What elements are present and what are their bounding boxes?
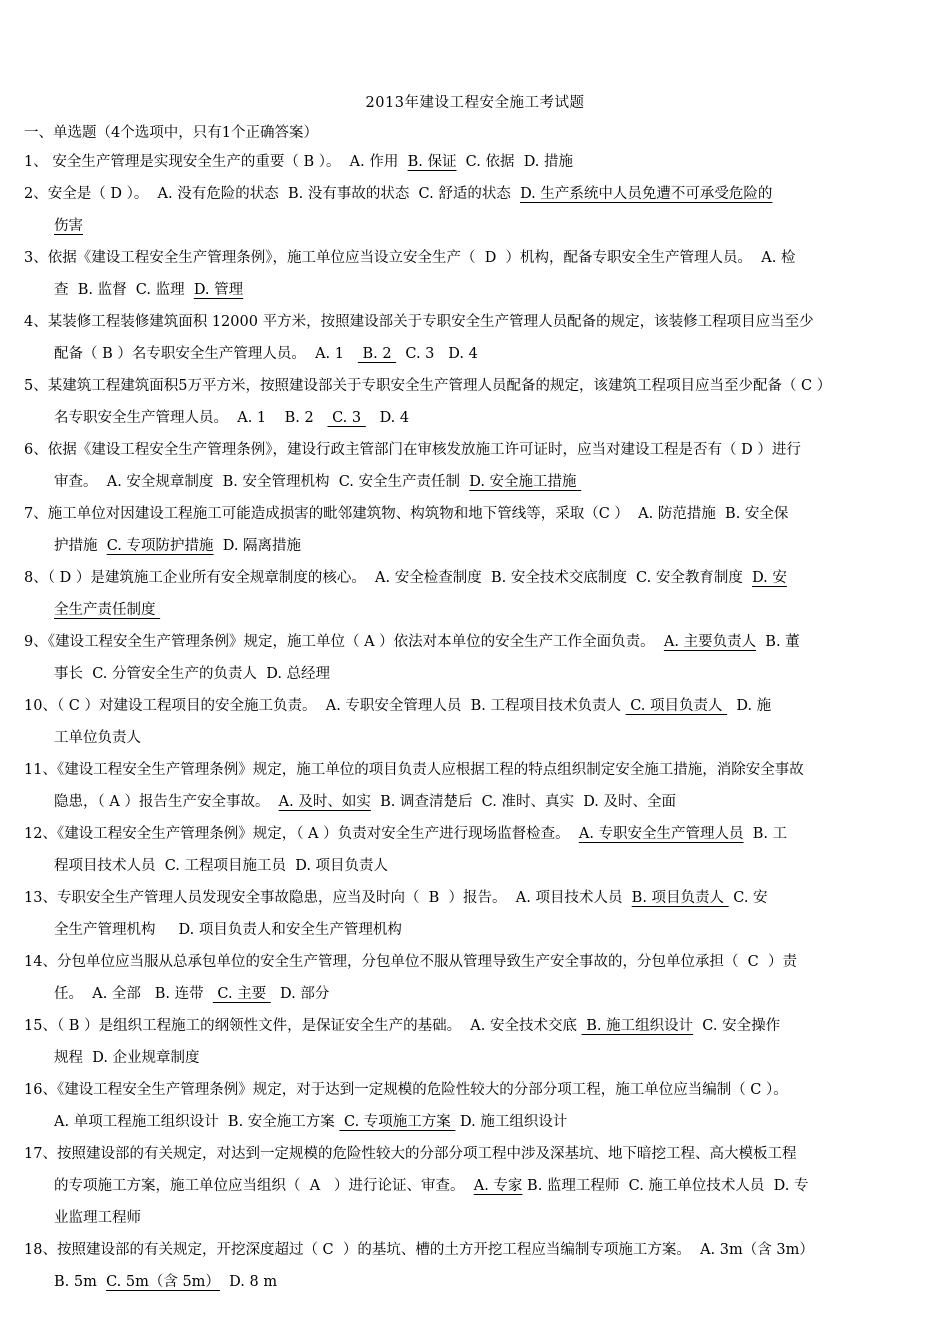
question-line	[24, 1234, 926, 1266]
question-line	[24, 274, 926, 306]
question-text: 任。 A. 全部 B. 连带	[54, 986, 213, 1002]
question-line	[24, 370, 926, 402]
question-text: B. 监理工程师 C. 施工单位技术人员 D. 专	[522, 1178, 809, 1194]
question-text: 程项目技术人员 C. 工程项目施工员 D. 项目负责人	[54, 858, 389, 874]
question-line	[24, 658, 926, 690]
question-12	[24, 818, 926, 882]
question-text: 规程 D. 企业规章制度	[54, 1050, 200, 1066]
question-text: 事长 C. 分管安全生产的负责人 D. 总经理	[54, 666, 331, 682]
question-text: C. 安全操作	[693, 1018, 781, 1034]
question-line	[24, 1138, 926, 1170]
question-line	[24, 562, 926, 594]
correct-answer: B. 保证	[407, 154, 457, 170]
correct-answer: A. 专职安全生产管理人员	[578, 826, 744, 842]
question-text: 1、 安全生产管理是实现安全生产的重要（ B ）。 A. 作用	[24, 154, 408, 170]
question-6	[24, 434, 926, 498]
question-10	[24, 690, 926, 754]
correct-answer: B. 施工组织设计	[581, 1018, 694, 1034]
question-text: C. 依据 D. 措施	[456, 154, 574, 170]
question-line	[24, 1202, 926, 1234]
correct-answer: A. 及时、如实	[278, 794, 371, 810]
correct-answer: C. 主要	[212, 986, 271, 1002]
correct-answer: D. 安全施工措施	[469, 474, 582, 490]
question-line	[24, 338, 926, 370]
correct-answer: C. 项目负责人	[625, 698, 728, 714]
question-text: C. 3 D. 4	[396, 346, 478, 362]
correct-answer: B. 2	[357, 346, 397, 362]
question-text: 11、《建设工程安全生产管理条例》规定，施工单位的项目负责人应根据工程的特点组织制定安全施工措施，消除安全事故	[24, 762, 804, 778]
question-text: 配备（ B ）名专职安全生产管理人员。 A. 1	[54, 346, 358, 362]
question-18	[24, 1234, 926, 1298]
question-text: A. 单项工程施工组织设计 B. 安全施工方案	[54, 1114, 340, 1130]
question-text: B. 5m	[54, 1274, 107, 1290]
question-text: 13、专职安全生产管理人员发现安全事故隐患，应当及时向（ B ）报告。 A. 项目技术人员	[24, 890, 632, 906]
correct-answer: 全生产责任制度	[54, 602, 161, 618]
question-text: D. 4	[365, 410, 410, 426]
question-text: 15、（ B ）是组织工程施工的纲领性文件，是保证安全生产的基础。 A. 安全技术交底	[24, 1018, 582, 1034]
question-line	[24, 754, 926, 786]
question-14	[24, 946, 926, 1010]
question-8	[24, 562, 926, 626]
question-line	[24, 1042, 926, 1074]
question-text: 8、（ D ）是建筑施工企业所有安全规章制度的核心。 A. 安全检查制度 B. 安全技术交底制度 C. 安全教育制度	[24, 570, 753, 586]
correct-answer: C. 3	[327, 410, 366, 426]
question-line	[24, 466, 926, 498]
question-text: B. 调查清楚后 C. 准时、真实 D. 及时、全面	[370, 794, 677, 810]
question-text: 的专项施工方案，施工单位应当组织（ A ）进行论证、审查。	[54, 1178, 474, 1194]
question-text: D. 隔离措施	[213, 538, 302, 554]
question-11	[24, 754, 926, 818]
correct-answer: C. 专项防护措施	[106, 538, 214, 554]
question-5	[24, 370, 926, 434]
question-line	[24, 978, 926, 1010]
question-text: 14、分包单位应当服从总承包单位的安全生产管理，分包单位不服从管理导致生产安全事故的，分包单位承担（ C ）责	[24, 954, 797, 970]
question-text: 6、依据《建设工程安全生产管理条例》，建设行政主管部门在审核发放施工许可证时，应当对建设工程是否有（ D ）进行	[24, 442, 801, 458]
question-text: 9、《建设工程安全生产管理条例》规定，施工单位（ A ）依法对本单位的安全生产工作全面负责。	[24, 634, 664, 650]
question-16	[24, 1074, 926, 1138]
question-text: 3、依据《建设工程安全生产管理条例》，施工单位应当设立安全生产（ D ）机构，配备专职安全生产管理人员。 A. 检	[24, 250, 796, 266]
correct-answer: A. 专家	[473, 1178, 523, 1194]
question-7	[24, 498, 926, 562]
question-text: D. 8 m	[219, 1274, 278, 1290]
question-text: 工单位负责人	[54, 730, 141, 746]
question-line	[24, 146, 926, 178]
question-line	[24, 722, 926, 754]
question-text: D. 施工组织设计	[455, 1114, 568, 1130]
question-text: 名专职安全生产管理人员。 A. 1 B. 2	[54, 410, 328, 426]
correct-answer: C. 专项施工方案	[339, 1114, 456, 1130]
question-text: B. 董	[756, 634, 800, 650]
question-text: 查 B. 监督 C. 监理	[54, 282, 194, 298]
question-line	[24, 210, 926, 242]
question-text: 16、《建设工程安全生产管理条例》规定，对于达到一定规模的危险性较大的分部分项工程，施工单位应当编制（ C ）。	[24, 1082, 788, 1098]
question-line	[24, 530, 926, 562]
question-text: 护措施	[54, 538, 107, 554]
question-1	[24, 146, 926, 178]
question-15	[24, 1010, 926, 1074]
question-13	[24, 882, 926, 946]
question-line	[24, 626, 926, 658]
question-text: 18、按照建设部的有关规定，开挖深度超过（ C ）的基坑、槽的土方开挖工程应当编制专项施工方案。 A. 3m（含 3m）	[24, 1242, 814, 1258]
question-text: C. 安	[728, 890, 768, 906]
correct-answer: D. 安	[752, 570, 787, 586]
question-line	[24, 1266, 926, 1298]
question-text: 7、施工单位对因建设工程施工可能造成损害的毗邻建筑物、构筑物和地下管线等，采取（C ） A. 防范措施 B. 安全保	[24, 506, 789, 522]
correct-answer: B. 项目负责人	[631, 890, 729, 906]
question-text: 17、按照建设部的有关规定，对达到一定规模的危险性较大的分部分项工程中涉及深基坑、地下暗挖工程、高大模板工程	[24, 1146, 797, 1162]
correct-answer: 伤害	[54, 218, 83, 234]
question-text: D. 施	[727, 698, 772, 714]
question-line	[24, 1074, 926, 1106]
question-line	[24, 914, 926, 946]
question-text: B. 工	[743, 826, 788, 842]
question-line	[24, 1170, 926, 1202]
section-heading: 一、单选题（4个选项中，只有1个正确答案）	[24, 125, 318, 141]
question-line	[24, 402, 926, 434]
correct-answer: D. 生产系统中人员免遭不可承受危险的	[520, 186, 773, 202]
question-2	[24, 178, 926, 242]
question-text: 审查。 A. 安全规章制度 B. 安全管理机构 C. 安全生产责任制	[54, 474, 470, 490]
correct-answer: C. 5m（含 5m）	[106, 1274, 220, 1290]
question-line	[24, 818, 926, 850]
question-17	[24, 1138, 926, 1234]
question-line	[24, 690, 926, 722]
question-text: 全生产管理机构 D. 项目负责人和安全生产管理机构	[54, 922, 402, 938]
question-line	[24, 1106, 926, 1138]
question-9	[24, 626, 926, 690]
page-title: 2013年建设工程安全施工考试题	[365, 95, 585, 111]
correct-answer: A. 主要负责人	[663, 634, 757, 650]
question-line	[24, 242, 926, 274]
question-line	[24, 594, 926, 626]
question-line	[24, 850, 926, 882]
question-text: 5、某建筑工程建筑面积5万平方米，按照建设部关于专职安全生产管理人员配备的规定，该建筑工程项目应当至少配备（ C ）	[24, 378, 832, 394]
question-line	[24, 946, 926, 978]
question-line	[24, 306, 926, 338]
question-3	[24, 242, 926, 306]
question-4	[24, 306, 926, 370]
question-text: 4、某装修工程装修建筑面积 12000 平方米，按照建设部关于专职安全生产管理人员配备的规定，该装修工程项目应当至少	[24, 314, 814, 330]
question-text: 10、（ C ）对建设工程项目的安全施工负责。 A. 专职安全管理人员 B. 工程项目技术负责人	[24, 698, 626, 714]
question-text: 业监理工程师	[54, 1210, 141, 1226]
correct-answer: D. 管理	[193, 282, 244, 298]
question-line	[24, 434, 926, 466]
question-line	[24, 498, 926, 530]
question-line	[24, 786, 926, 818]
question-text: D. 部分	[270, 986, 330, 1002]
question-line	[24, 882, 926, 914]
question-line	[24, 1010, 926, 1042]
question-line	[24, 178, 926, 210]
question-text: 2、安全是（ D ）。 A. 没有危险的状态 B. 没有事故的状态 C. 舒适的状态	[24, 186, 521, 202]
question-text: 隐患，（ A ）报告生产安全事故。	[54, 794, 279, 810]
question-text: 12、《建设工程安全生产管理条例》规定，（ A ）负责对安全生产进行现场监督检查。	[24, 826, 579, 842]
